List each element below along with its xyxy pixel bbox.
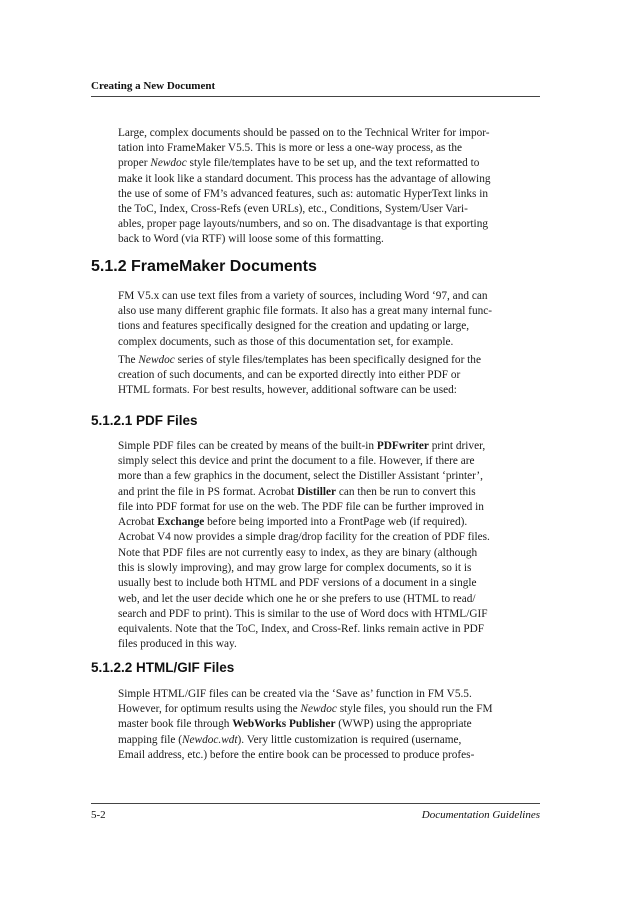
section-512-paragraph-1: FM V5.x can use text files from a variety of sources, including Word ‘97, and can also use many different graphic file formats. It also has a great many internal func- tions and features specifically designed for the creation and updating or large, complex documents, such as those of this documentation set, for example.	[118, 290, 493, 348]
section-5121-paragraph-1: Simple PDF files can be created by means of the built-in PDFwriter print driver, simply select this device and print the document to a file. However, if there are more than a few graphics in the document, select the Distiller Assistant ‘printer’, and print the file in PS format. Acrobat Distiller can then be run to convert this file into PDF format for use on the web. The PDF file can be further improved in Acrobat Exchange before being imported into a FrontPage web (if required). Acrobat V4 now provides a simple drag/drop facility for the creation of PDF files.	[118, 440, 490, 544]
section-512-paragraph-2: The Newdoc series of style files/templates has been specifically designed for the creation of such documents, and can be exported directly into either PDF or HTML formats. For best results, however, additional software can be used:	[118, 354, 481, 397]
section-heading-512: 5.1.2 FrameMaker Documents	[91, 258, 317, 275]
section-heading-5122: 5.1.2.2 HTML/GIF Files	[91, 660, 235, 675]
running-footer-title: Documentation Guidelines	[421, 809, 540, 821]
footer-rule	[91, 803, 540, 804]
section-5121-paragraph-2: Note that PDF files are not currently easy to index, as they are binary (although this is slowly improving), and may grow large for complex documents, so it is usually best to include both HTML and PDF versions of a document in a single web, and let the user decide which one he or she prefers to use (HTML to read/ search and PDF to print). This is similar to the use of Word docs with HTML/GIF equivalents. Note that the ToC, Index, and Cross-Ref. links remain active in PDF files produced in this way.	[118, 547, 488, 651]
section-5122-paragraph-1: Simple HTML/GIF files can be created via the ‘Save as’ function in FM V5.5. However, for optimum results using the Newdoc style files, you should run the FM master book file through WebWorks Publisher (WWP) using the appropriate mapping file (Newdoc.wdt). Very little customization is required (username, Email address, etc.) before the entire book can be processed to produce profes-	[118, 688, 493, 761]
section-heading-5121: 5.1.2.1 PDF Files	[91, 413, 198, 428]
intro-paragraph: Large, complex documents should be passed on to the Technical Writer for impor- tation into FrameMaker V5.5. This is more or less a one-way process, as the proper Newdoc style file/templates have to be set up, and the text reformatted to make it look like a standard document. This process has the advantage of allowing the use of some of FM’s advanced features, such as: automatic HyperText links in the ToC, Index, Cross-Refs (even URLs), etc., Conditions, System/User Vari- ables, proper page layouts/numbers, and so on. The disadvantage is that exporting back to Word (via RTF) will loose some of this formatting.	[118, 127, 491, 246]
page-number: 5-2	[91, 809, 106, 821]
header-rule	[91, 96, 540, 97]
running-header: Creating a New Document	[91, 80, 216, 92]
